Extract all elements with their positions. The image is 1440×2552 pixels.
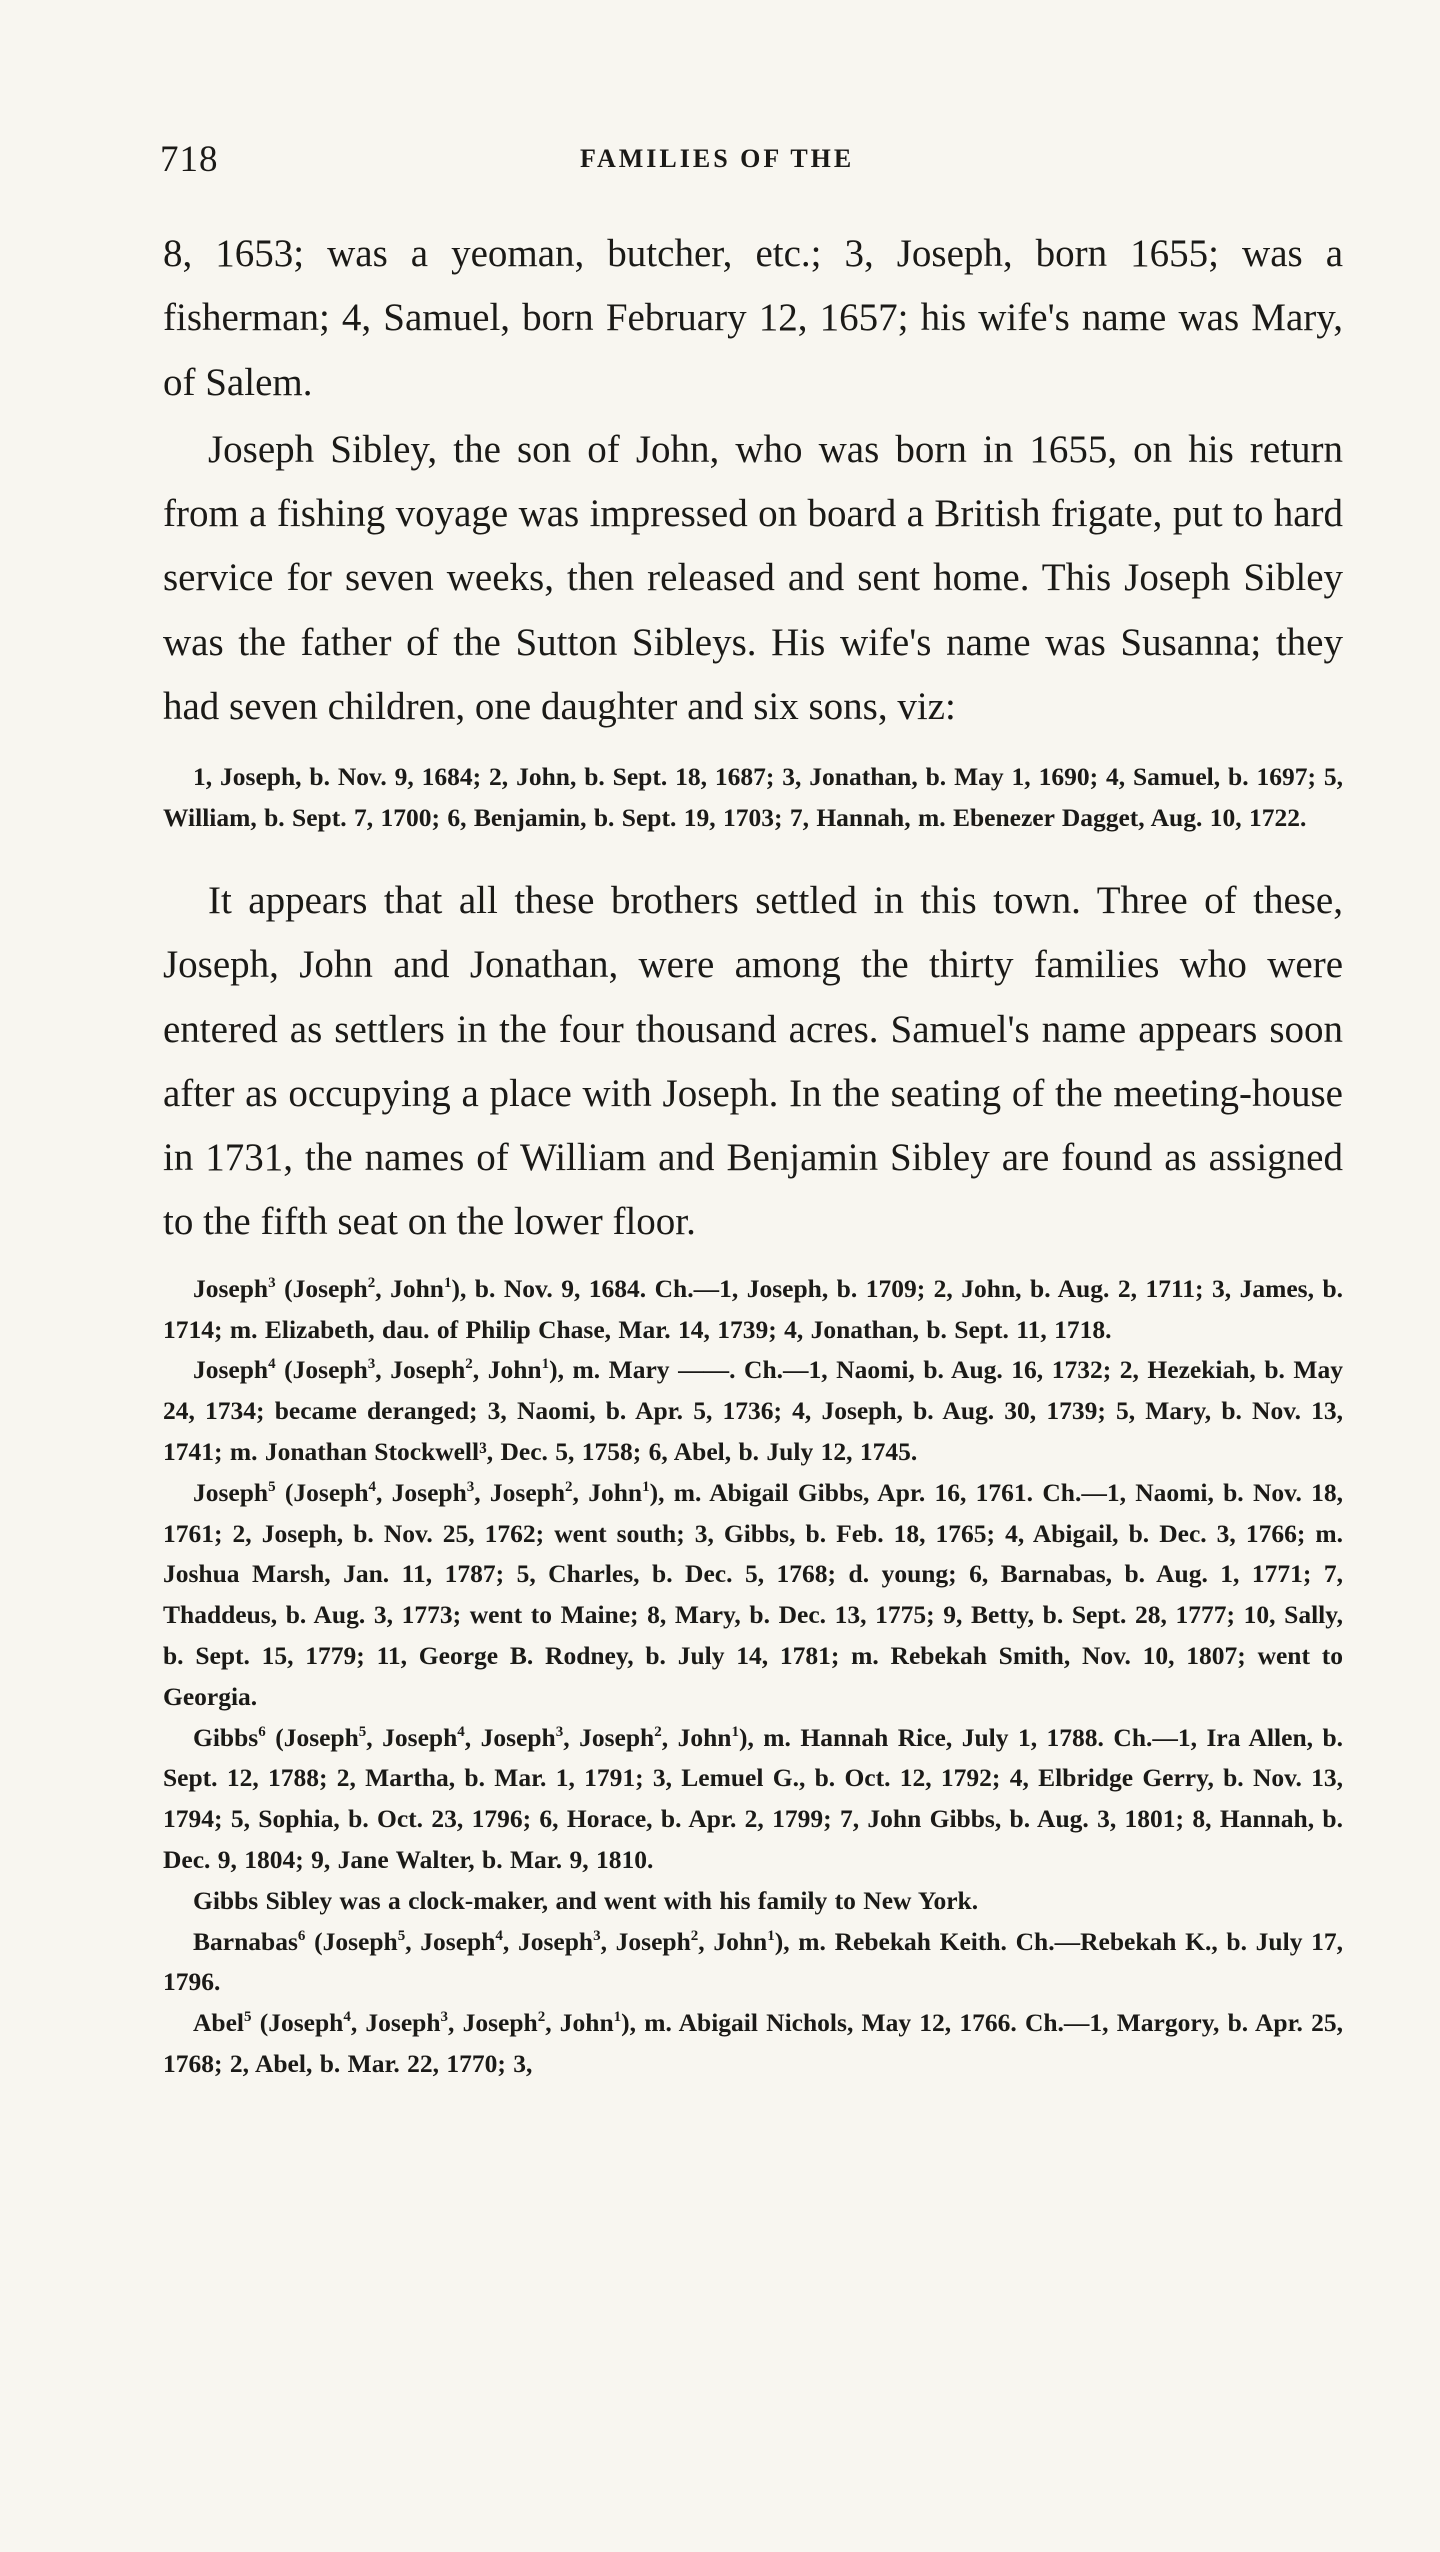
ancestor-generation: 1 [443, 1274, 452, 1291]
generation-number: 3 [268, 1274, 276, 1291]
generation-number: 6 [258, 1723, 266, 1740]
genealogy-entry: Gibbs$^6$ (Joseph$^5$, Joseph$^4$, Joseph$^3$, Joseph$^2$, John$^1$), m. Hannah Rice, July 1, 1788. Ch.—1, Ira Allen, b. Sept. 12, 1788; 2, Martha, b. Mar. 1, 1791; 3, Lemuel G., b. Oct. 12, 1792; 4, Elbridge Gerry, b. Nov. 13, 1794; 5, Sophia, b. Oct. 23, 1796; 6, Horace, b. Apr. 2, 1799; 7, John Gibbs, b. Aug. 3, 1801; 8, Hannah, b. Dec. 9, 1804; 9, Jane Walter, b. Mar. 9, 1810. [163, 1722, 1344, 1874]
page-header [160, 138, 1340, 188]
genealogy-entry: Gibbs Sibley was a clock-maker, and went with his family to New York. [193, 1885, 979, 1915]
ancestor-generation: 2 [367, 1274, 376, 1291]
entry-details: , m. Hannah Rice, July 1, 1788. Ch.—1, Ira Allen, b. Sept. 12, 1788; 2, Martha, b. Mar. 1, 1791; 3, Lemuel G., b. Oct. 12, 1792; 4, Elbridge Gerry, b. Nov. 13, 1794; 5, Sophia, b. Oct. 23, 1796; 6, Horace, b. Apr. 2, 1799; 7, John Gibbs, b. Aug. 3, 1801; 8, Hannah, b. Dec. 9, 1804; 9, Jane Walter, b. Mar. 9, 1810. [163, 1722, 1344, 1874]
ancestor-name: Joseph [480, 1722, 556, 1752]
entry-details: , m. Abigail Gibbs, Apr. 16, 1761. Ch.—1, Naomi, b. Nov. 18, 1761; 2, Joseph, b. Nov. 25, 1762; went south; 3, Gibbs, b. Feb. 18, 1765; 4, Abigail, b. Dec. 3, 1766; m. Joshua Marsh, Jan. 11, 1787; 5, Charles, b. Dec. 5, 1768; d. young; 6, Barnabas, b. Aug. 1, 1771; 7, Thaddeus, b. Aug. 3, 1773; went to Maine; 8, Mary, b. Dec. 13, 1775; 9, Betty, b. Sept. 28, 1777; 10, Sally, b. Sept. 15, 1779; 11, George B. Rodney, b. July 14, 1781; m. Rebekah Smith, Nov. 10, 1807; went to Georgia. [163, 1477, 1343, 1711]
ancestor-name: Joseph [382, 1722, 458, 1752]
ancestor-generation: 3 [440, 2009, 448, 2026]
ancestor-name: John [487, 1355, 542, 1385]
ancestor-generation: 1 [731, 1723, 739, 1740]
ancestor-name: Joseph [615, 1926, 691, 1956]
ancestor-name: Joseph [420, 1926, 496, 1956]
ancestor-name: John [588, 1477, 643, 1507]
entry-name: Joseph [193, 1477, 269, 1507]
ancestor-generation: 3 [367, 1356, 376, 1373]
entry-name: Joseph [193, 1273, 269, 1303]
generation-number: 5 [244, 2009, 252, 2026]
generation-number: 6 [297, 1927, 306, 1944]
entry-name: Barnabas [193, 1926, 298, 1956]
ancestor-generation: 4 [368, 1478, 376, 1495]
children-list: 1, Joseph, b. Nov. 9, 1684; 2, John, b. Sept. 18, 1687; 3, Jonathan, b. May 1, 1690; 4, Samuel, b. 1697; 5, William, b. Sept. 7, 1700; 6, Benjamin, b. Sept. 19, 1703; 7, Hannah, m. Ebenezer Dagget, Aug. 10, 1722. [163, 762, 1343, 833]
ancestor-name: Joseph [517, 1926, 594, 1956]
ancestor-name: John [677, 1722, 732, 1752]
ancestor-generation: 1 [642, 1478, 650, 1495]
generation-number: 5 [268, 1478, 276, 1495]
genealogy-entry: Joseph$^3$ (Joseph$^2$, John$^1$), b. Nov. 9, 1684. Ch.—1, Joseph, b. 1709; 2, John, b. Aug. 2, 1711; 3, James, b. 1714; m. Elizabeth, dau. of Philip Chase, Mar. 14, 1739; 4, Jonathan, b. Sept. 11, 1718. [163, 1273, 1344, 1344]
genealogy-entries [163, 1269, 1343, 2085]
generation-number: 4 [268, 1356, 276, 1373]
ancestor-name: John [559, 2008, 614, 2038]
ancestor-generation: 1 [541, 1356, 550, 1373]
genealogy-entry: Abel$^5$ (Joseph$^4$, Joseph$^3$, Joseph$^2$, John$^1$), m. Abigail Nichols, May 12, 1766. Ch.—1, Margory, b. Apr. 25, 1768; 2, Abel, b. Mar. 22, 1770; 3, [163, 2008, 1343, 2078]
ancestor-name: Joseph [283, 1722, 359, 1752]
ancestor-name: Joseph [390, 1355, 466, 1385]
ancestor-generation: 3 [555, 1723, 564, 1740]
ancestor-generation: 2 [537, 2009, 546, 2026]
entry-name: Gibbs [193, 1722, 259, 1752]
genealogy-entry: Joseph$^4$ (Joseph$^3$, Joseph$^2$, John$^1$), m. Mary ——. Ch.—1, Naomi, b. Aug. 16, 1732; 2, Hezekiah, b. May 24, 1734; became deranged; 3, Naomi, b. Apr. 5, 1736; 4, Joseph, b. Aug. 30, 1739; 5, Mary, b. Nov. 13, 1741; m. Jonathan Stockwell³, Dec. 5, 1758; 6, Abel, b. July 12, 1745. [163, 1355, 1343, 1466]
ancestor-name: Joseph [462, 2008, 538, 2038]
entry-details: , b. Nov. 9, 1684. Ch.—1, Joseph, b. 1709; 2, John, b. Aug. 2, 1711; 3, James, b. 1714; m. Elizabeth, dau. of Philip Chase, Mar. 14, 1739; 4, Jonathan, b. Sept. 11, 1718. [163, 1273, 1344, 1344]
ancestor-name: Joseph [489, 1477, 566, 1507]
genealogy-entry: Joseph$^5$ (Joseph$^4$, Joseph$^3$, Joseph$^2$, John$^1$), m. Abigail Gibbs, Apr. 16, 1761. Ch.—1, Naomi, b. Nov. 18, 1761; 2, Joseph, b. Nov. 25, 1762; went south; 3, Gibbs, b. Feb. 18, 1765; 4, Abigail, b. Dec. 3, 1766; m. Joshua Marsh, Jan. 11, 1787; 5, Charles, b. Dec. 5, 1768; d. young; 6, Barnabas, b. Aug. 1, 1771; 7, Thaddeus, b. Aug. 3, 1773; went to Maine; 8, Mary, b. Dec. 13, 1775; 9, Betty, b. Sept. 28, 1777; 10, Sally, b. Sept. 15, 1779; 11, George B. Rodney, b. July 14, 1781; m. Rebekah Smith, Nov. 10, 1807; went to Georgia. [163, 1477, 1343, 1711]
ancestor-name: Joseph [365, 2008, 441, 2038]
ancestor-generation: 3 [593, 1927, 601, 1944]
ancestor-generation: 4 [343, 2009, 351, 2026]
ancestor-name: John [390, 1273, 444, 1303]
ancestor-generation: 5 [397, 1927, 406, 1944]
entry-name: Joseph [193, 1355, 269, 1385]
ancestor-generation: 1 [613, 2009, 622, 2026]
ancestor-generation: 2 [690, 1927, 699, 1944]
paragraph-settlement: It appears that all these brothers settled in this town. Three of these, Joseph, John and Jonathan, were among the thirty families who were entered as settlers in the four thousand acres. Samuel's name appears soon after as occupying a place with Joseph. In the seating of the meeting-house in 1731, the names of William and Benjamin Sibley are found as assigned to the fifth seat on the lower floor. [163, 878, 1343, 1244]
page-number: 718 [160, 139, 219, 180]
ancestor-name: Joseph [268, 2008, 344, 2038]
page-body [163, 222, 1343, 2085]
ancestor-generation: 2 [465, 1356, 473, 1373]
paragraph-continuation: 8, 1653; was a yeoman, butcher, etc.; 3, Joseph, born 1655; was a fisherman; 4, Samuel, born February 12, 1657; his wife's name was Mary, of Salem. [163, 232, 1343, 404]
entry-details: , m. Rebekah Keith. Ch.—Rebekah K., b. July 17, 1796. [163, 1926, 1344, 1997]
entry-details: , m. Mary ——. Ch.—1, Naomi, b. Aug. 16, 1732; 2, Hezekiah, b. May 24, 1734; became deranged; 3, Naomi, b. Apr. 5, 1736; 4, Joseph, b. Aug. 30, 1739; 5, Mary, b. Nov. 13, 1741; m. Jonathan Stockwell³, Dec. 5, 1758; 6, Abel, b. July 12, 1745. [163, 1355, 1343, 1466]
ancestor-generation: 5 [358, 1723, 367, 1740]
ancestor-generation: 3 [466, 1478, 475, 1495]
entry-details: , m. Abigail Nichols, May 12, 1766. Ch.—1, Margory, b. Apr. 25, 1768; 2, Abel, b. Mar. 22, 1770; 3, [163, 2008, 1343, 2078]
ancestor-name: Joseph [322, 1926, 398, 1956]
ancestor-generation: 2 [654, 1723, 662, 1740]
ancestor-generation: 1 [767, 1927, 775, 1944]
ancestor-name: Joseph [293, 1477, 369, 1507]
ancestor-generation: 4 [495, 1927, 503, 1944]
ancestor-name: Joseph [292, 1355, 368, 1385]
ancestor-name: Joseph [391, 1477, 467, 1507]
ancestor-name: Joseph [579, 1722, 655, 1752]
ancestor-generation: 2 [565, 1478, 573, 1495]
running-head: FAMILIES OF THE [580, 144, 855, 173]
ancestor-name: Joseph [292, 1273, 368, 1303]
ancestor-name: John [713, 1926, 768, 1956]
genealogy-entry: Barnabas$^6$ (Joseph$^5$, Joseph$^4$, Joseph$^3$, Joseph$^2$, John$^1$), m. Rebekah Keith. Ch.—Rebekah K., b. July 17, 1796. [163, 1926, 1344, 1997]
entry-name: Abel [193, 2008, 244, 2038]
ancestor-generation: 4 [457, 1723, 465, 1740]
paragraph-joseph-sibley: Joseph Sibley, the son of John, who was born in 1655, on his return from a fishing voyage was impressed on board a British frigate, put to hard service for seven weeks, then released and sent home. This Joseph Sibley was the father of the Sutton Sibleys. His wife's name was Susanna; they had seven children, one daughter and six sons, viz: [163, 427, 1343, 729]
